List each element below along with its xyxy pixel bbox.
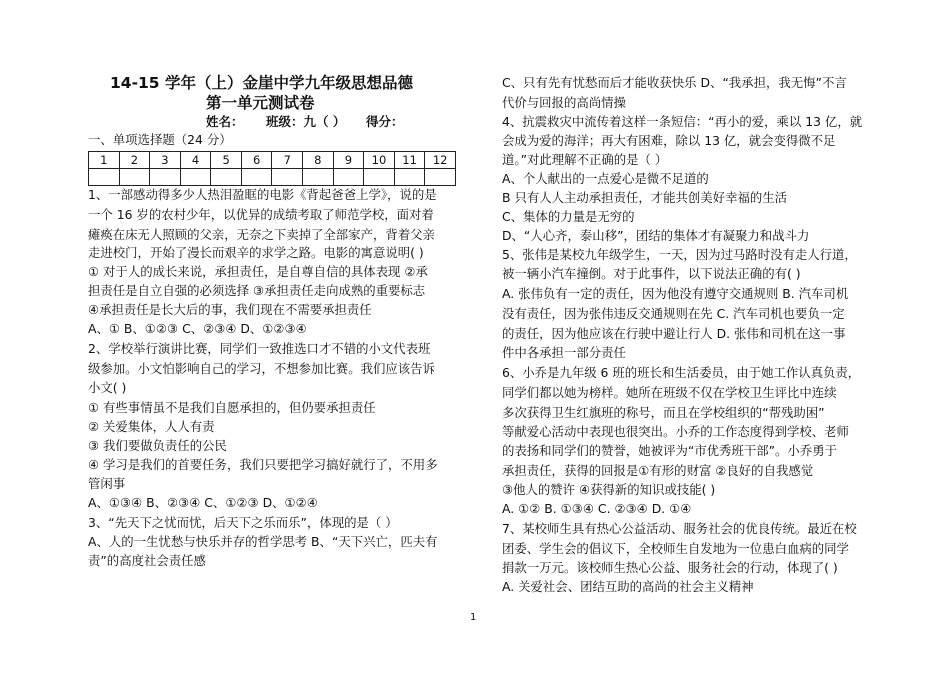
question-text-line: 担责任是自立自强的必须选择 ③承担责任走向成熟的重要标志 [88,283,426,298]
question-text-line: ① 对于人的成长来说，承担责任，是自尊自信的具体表现 ②承 [88,264,428,279]
answer-header-cell: 5 [211,152,242,169]
question-text-line: 4、抗震救灾中流传着这样一条短信：“再小的爱，乘以 13 亿，就 [502,114,863,129]
question-text-line: 走进校门，开始了漫长而艰辛的求学之路。电影的寓意说明( ) [88,245,424,260]
title-line-1: 14-15 学年（上）金崖中学九年级思想品德 [110,74,413,92]
question-text-line: 的责任，因为他应该在行驶中避让行人 D. 张伟和司机在这一事 [502,326,846,341]
answer-cell[interactable] [241,169,272,186]
question-text-line: 级参加。小文怕影响自己的学习，不想参加比赛。我们应该告诉 [88,361,435,376]
section-heading: 一、单项选择题（24 分） [88,132,232,147]
answer-cell[interactable] [272,169,303,186]
page-number: 1 [470,612,477,623]
answer-header-cell: 4 [180,152,211,169]
question-text-line: B 只有人人主动承担责任，才能共创美好幸福的生活 [502,190,788,205]
answer-header-cell: 8 [303,152,334,169]
question-text-line: A、个人献出的一点爱心是微不足道的 [502,171,709,186]
answer-table-header-row [89,152,456,169]
question-text-line: 6、小乔是九年级 6 班的班长和生活委员，由于她工作认真负责， [502,365,861,380]
question-text-line: 件中各承担一部分责任 [502,345,626,360]
question-text-line: 的表扬和同学们的赞誉，她被评为“市优秀班干部”。小乔勇于 [502,443,837,458]
answer-options-line: A、①③④ B、②③④ C、①②③ D、①②④ [88,495,318,510]
answer-cell[interactable] [89,169,120,186]
question-text-line: 小文( ) [88,380,127,395]
question-text-line: ④ 学习是我们的首要任务，我们只要把学习搞好就行了，不用多 [88,457,438,472]
answer-cell[interactable] [394,169,425,186]
answer-table [88,151,456,186]
question-text-line: ③他人的赞许 ④获得新的知识或技能( ) [502,482,716,497]
score-label: 得分： [366,114,404,129]
question-text-line: ① 有些事情虽不是我们自愿承担的，但仍要承担责任 [88,400,376,415]
question-text-line: 瘫痪在床无人照顾的父亲，无奈之下卖掉了全部家产，背着父亲 [88,227,435,242]
answer-header-cell: 10 [364,152,395,169]
question-text-line: 没有责任，因为张伟违反交通规则在先 C. 汽车司机也要负一定 [502,306,845,321]
answer-cell[interactable] [150,169,181,186]
question-text-line: 代价与回报的高尚情操 [502,95,626,110]
question-text-line: 承担责任，获得的回报是①有形的财富 ②良好的自我感觉 [502,463,814,478]
question-text-line: 等献爱心活动中表现也很突出。小乔的工作态度得到学校、老师 [502,424,849,439]
answer-header-cell: 7 [272,152,303,169]
answer-header-cell: 6 [241,152,272,169]
question-text-line: 5、张伟是某校九年级学生，一天，因为过马路时没有走人行道， [502,247,857,262]
question-text-line: A. 张伟负有一定的责任，因为他没有遵守交通规则 B. 汽车司机 [502,286,849,301]
answer-header-cell: 11 [394,152,425,169]
student-name-label: 姓名： [206,114,244,129]
question-text-line: 被一辆小汽车撞倒。对于此事件，以下说法正确的有( ) [502,266,801,281]
question-text-line: 同学们都以她为榜样。她所在班级不仅在学校卫生评比中连续 [502,385,837,400]
question-text-line: 管闲事 [88,476,126,491]
class-label: 班级：九（ ） [266,114,346,129]
answer-cell[interactable] [364,169,395,186]
question-text-line: ② 关爱集体，人人有责 [88,419,215,434]
answer-options-line: A、① B、①②③ C、②③④ D、①②③④ [88,321,307,336]
answer-header-cell: 3 [150,152,181,169]
question-text-line: 3、“先天下之忧而忧，后天下之乐而乐”，体现的是（ ） [88,515,398,530]
title-line-2: 第一单元测试卷 [206,94,315,112]
answer-header-cell: 9 [333,152,364,169]
answer-table-answer-row [89,169,456,186]
answer-cell[interactable] [333,169,364,186]
question-text-line: C、集体的力量是无穷的 [502,209,635,224]
answer-header-cell: 12 [425,152,456,169]
question-text-line: A. 关爱社会、团结互助的高尚的社会主义精神 [502,579,754,594]
answer-cell[interactable] [425,169,456,186]
question-text-line: 责”的高度社会责任感 [88,553,206,568]
question-text-line: A、人的一生忧愁与快乐并存的哲学思考 B、“天下兴亡，匹夫有 [88,534,438,549]
answer-cell[interactable] [119,169,150,186]
question-text-line: 捐款一万元。该校师生热心公益、服务社会的行动，体现了( ) [502,560,838,575]
answer-header-cell: 1 [89,152,120,169]
question-text-line: 团委、学生会的倡议下，全校师生自发地为一位患白血病的同学 [502,541,849,556]
answer-options-line: A. ①② B. ①③④ C. ②③④ D. ①④ [502,501,692,516]
answer-cell[interactable] [180,169,211,186]
question-text-line: 会成为爱的海洋；再大有困难，除以 13 亿，就会变得微不足 [502,133,836,148]
question-text-line: 一个 16 岁的农村少年，以优异的成绩考取了师范学校，面对着 [88,207,434,222]
question-text-line: ④承担责任是长大后的事，我们现在不需要承担责任 [88,302,372,317]
question-text-line: 2、学校举行演讲比赛，同学们一致推选口才不错的小文代表班 [88,341,431,356]
question-text-line: ③ 我们要做负责任的公民 [88,438,227,453]
question-text-line: 多次获得卫生红旗班的称号，而且在学校组织的“帮残助困” [502,405,825,420]
answer-cell[interactable] [211,169,242,186]
question-text-line: 7、某校师生具有热心公益活动、服务社会的优良传统。最近在校 [502,521,857,536]
question-text-line: 1、一部感动得多少人热泪盈眶的电影《背起爸爸上学》，说的是 [88,187,437,202]
answer-header-cell: 2 [119,152,150,169]
question-text-line: D、“人心齐，泰山移”，团结的集体才有凝聚力和战斗力 [502,228,810,243]
answer-cell[interactable] [303,169,334,186]
question-text-line: C、只有先有忧愁而后才能收获快乐 D、“我承担，我无悔”不言 [502,75,847,90]
question-text-line: 道。”对此理解不正确的是（ ） [502,152,668,167]
